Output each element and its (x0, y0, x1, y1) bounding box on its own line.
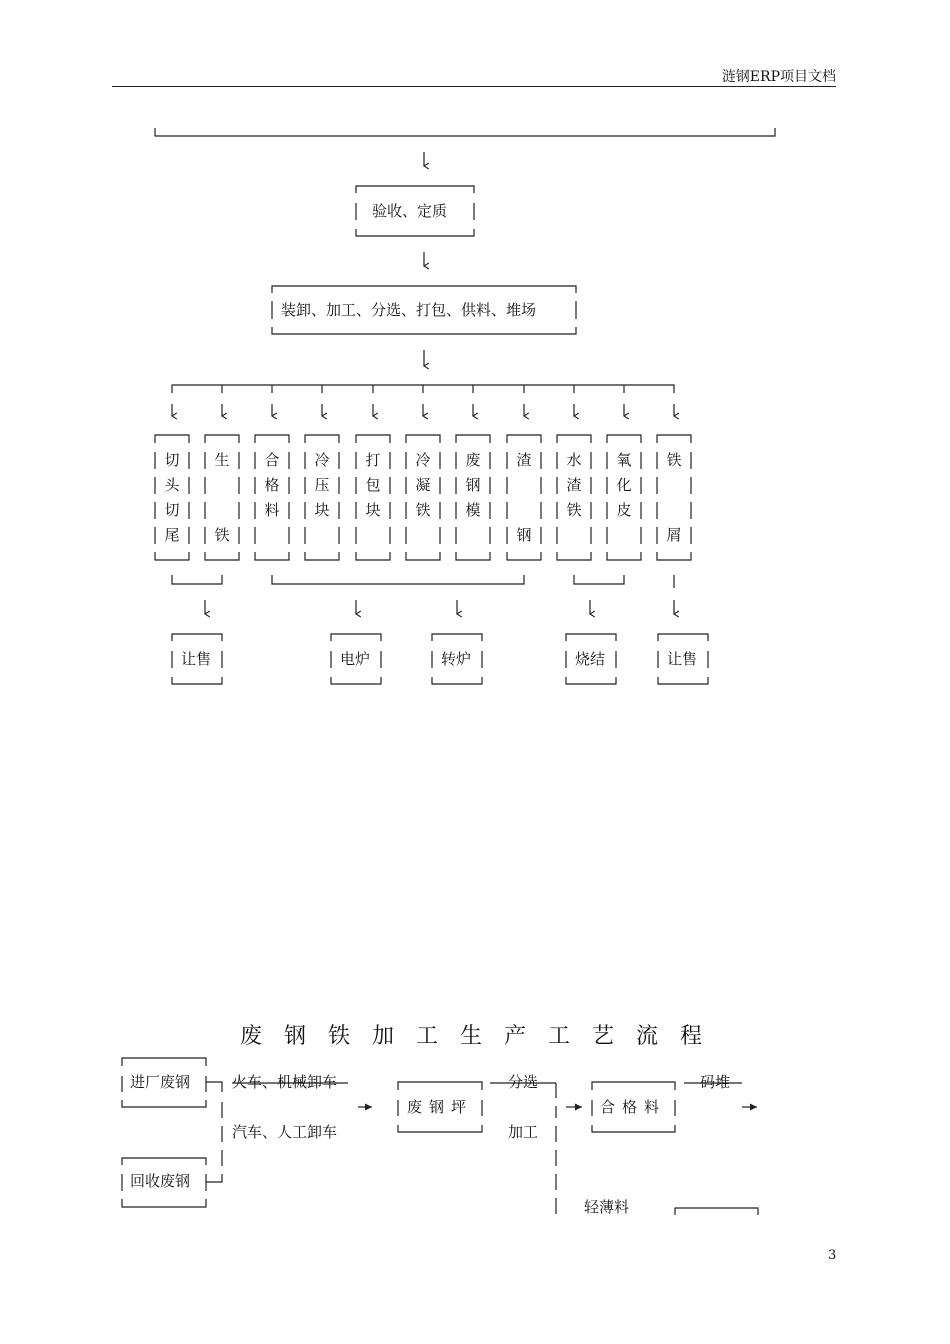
category-yanghuapi: 氧化皮 (616, 451, 632, 519)
qualified-material: 合格料 (600, 1098, 667, 1116)
category-feigangmo: 废钢模 (465, 451, 481, 519)
category-qietou: 切头切尾 (164, 451, 180, 544)
page-number: 3 (828, 1248, 837, 1263)
category-shengtie-bottom: 铁 (214, 526, 230, 544)
category-shengtie-top: 生 (214, 451, 230, 469)
category-dabaokuai: 打包块 (365, 451, 381, 519)
category-lengyakuai: 冷压块 (314, 451, 330, 519)
category-tiexie-bottom: 屑 (666, 526, 682, 544)
category-hegeliao: 合格料 (264, 451, 280, 519)
flow2-title: 废钢铁加工生产工艺流程 (240, 1024, 725, 1049)
dest-electric-furnace: 电炉 (340, 650, 371, 668)
light-thin-material: 轻薄料 (584, 1198, 630, 1216)
unload-train: 火车、机械卸车 (232, 1073, 338, 1091)
scrap-yard: 废钢坪 (407, 1098, 474, 1116)
header-text: 涟钢ERP项目文档 (721, 69, 836, 85)
category-zhagang-top: 渣 (516, 451, 532, 469)
stack-label: 码堆 (700, 1073, 731, 1091)
step-handling: 装卸、加工、分选、打包、供料、堆场 (281, 301, 537, 319)
category-lengningtie: 冷凝铁 (415, 451, 431, 519)
category-shuizhatie: 水渣铁 (566, 451, 582, 519)
source-recycled-scrap: 回收废钢 (130, 1172, 191, 1190)
dest-sintering: 烧结 (575, 650, 606, 668)
dest-converter: 转炉 (441, 650, 472, 668)
process-label: 加工 (508, 1123, 539, 1141)
unload-truck: 汽车、人工卸车 (232, 1123, 338, 1141)
dest-sale-2: 让售 (667, 650, 698, 668)
dest-sale-1: 让售 (181, 650, 212, 668)
sort-label: 分选 (508, 1073, 539, 1091)
step-inspection: 验收、定质 (372, 202, 448, 220)
category-zhagang-bottom: 钢 (516, 526, 532, 544)
category-tiexie-top: 铁 (666, 451, 682, 469)
source-incoming-scrap: 进厂废钢 (130, 1073, 191, 1091)
